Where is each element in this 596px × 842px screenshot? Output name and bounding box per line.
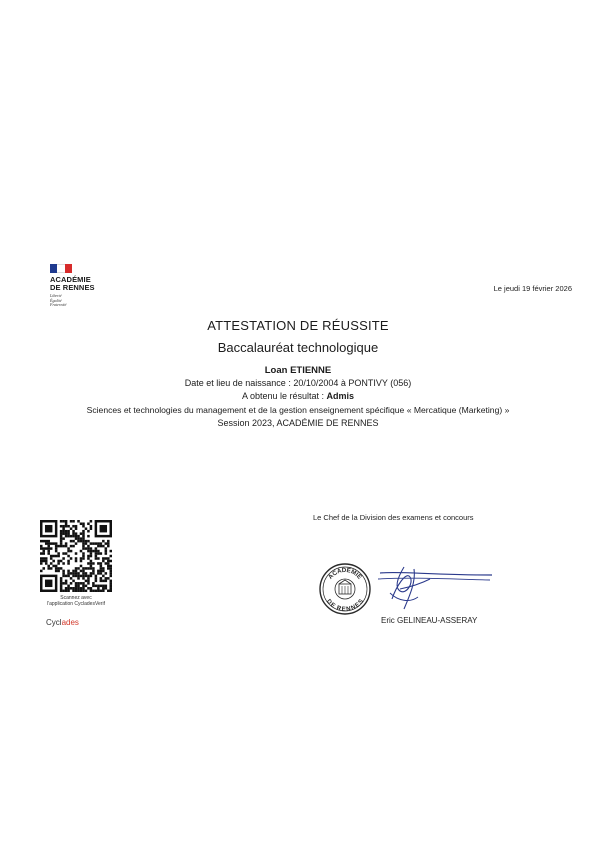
specialty-line: Sciences et technologies du management et de la gestion enseignement spécifique « Mercatique (Marketing) » (86, 405, 510, 415)
motto-fraternite: Fraternité (50, 302, 67, 308)
svg-text:ACADÉMIE: ACADÉMIE (327, 566, 363, 581)
academy-name-line2: DE RENNES (50, 283, 95, 292)
signatory-role: Le Chef de la Division des examens et concours (313, 513, 474, 522)
handwritten-signature (370, 563, 495, 613)
academy-logo (50, 264, 130, 308)
candidate-name: Loan ETIENNE (264, 365, 332, 376)
certificate-title: ATTESTATION DE RÉUSSITE (207, 318, 389, 333)
result-line (0, 391, 596, 401)
scan-text-line2: l'application CycladesVerif (47, 601, 105, 607)
result-value: Admis (326, 391, 355, 401)
qr-code-icon (40, 520, 112, 592)
signatory-name: Eric GELINEAU-ASSERAY (381, 616, 478, 625)
session-line: Session 2023, ACADÉMIE DE RENNES (217, 418, 379, 428)
issue-date: Le jeudi 19 février 2026 (493, 284, 572, 293)
scan-text-line1: Scannez avec (60, 595, 92, 601)
svg-text:DE RENNES: DE RENNES (324, 597, 366, 614)
motto-liberte: Liberté (50, 293, 62, 298)
motto-egalite: Égalité (50, 297, 62, 303)
cyclades-suffix: ades (61, 618, 79, 627)
certificate-subtitle: Baccalauréat technologique (217, 340, 379, 355)
cyclades-prefix: Cycl (46, 618, 62, 627)
cyclades-logo (46, 618, 79, 627)
academy-stamp-icon (318, 562, 372, 616)
academy-name-line1: ACADÉMIE (50, 275, 91, 284)
republic-motto (50, 294, 130, 308)
birth-info: Date et lieu de naissance : 20/10/2004 à PONTIVY (056) (184, 378, 412, 388)
french-flag-icon (50, 264, 72, 273)
scan-instructions (32, 595, 120, 607)
result-label: A obtenu le résultat : (241, 391, 327, 401)
